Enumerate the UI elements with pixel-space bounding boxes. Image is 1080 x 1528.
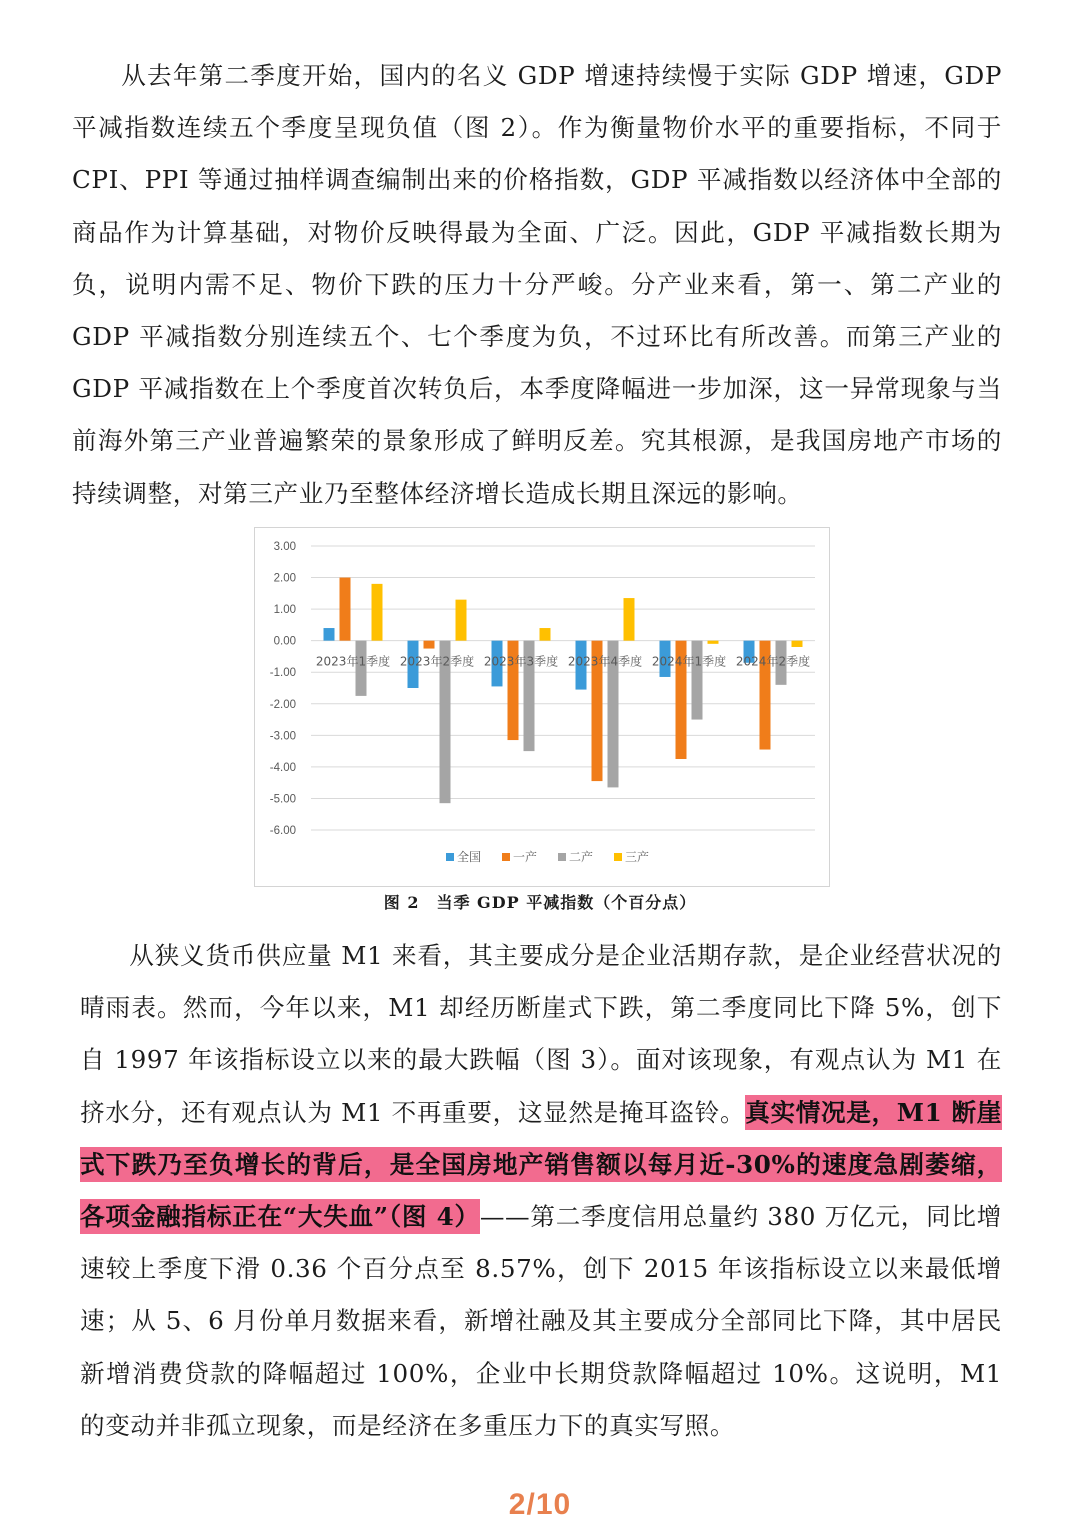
y-tick-label: -6.00 xyxy=(269,825,296,837)
bar-三产-4 xyxy=(708,641,719,644)
x-category-label: 2024年2季度 xyxy=(735,654,811,669)
chart-container xyxy=(254,527,830,887)
bar-一产-0 xyxy=(340,578,351,641)
legend-swatch xyxy=(558,853,566,861)
y-tick-label: 1.00 xyxy=(273,604,296,617)
bar-三产-5 xyxy=(792,641,803,647)
legend-swatch xyxy=(446,853,454,861)
bar-二产-4 xyxy=(692,641,703,720)
x-category-label: 2023年1季度 xyxy=(315,654,391,669)
legend-swatch xyxy=(614,853,622,861)
x-category-label: 2023年2季度 xyxy=(399,654,475,669)
legend-label: 二产 xyxy=(569,850,594,864)
bar-三产-3 xyxy=(624,598,635,641)
x-category-label: 2024年1季度 xyxy=(651,654,727,669)
paragraph-2-continuation: ——第二季度信用总量约 380 万亿元，同比增速较上季度下滑 0.36 个百分点至 8.57%，创下 2015 年该指标设立以来最低增速；从 5、6 月份单月数据来看，新增社融及其主要成分全部同比下降，其中居民新增消费贷款的降幅超过 100%，企业中长期贷款降幅超过 10%。这说明，M1 的变动并非孤立现象，而是经济在多重压力下的真实写照。 xyxy=(80,1202,1002,1440)
legend-label: 全国 xyxy=(457,850,482,864)
y-tick-label: -4.00 xyxy=(269,761,296,774)
page-number: 2/10 xyxy=(508,1488,572,1521)
y-tick-label: -2.00 xyxy=(269,698,296,711)
gdp-deflator-chart xyxy=(255,528,829,886)
y-tick-label: -3.00 xyxy=(269,730,296,743)
paragraph-2-text: 从狭义货币供应量 M1 来看，其主要成分是企业活期存款，是企业经营状况的晴雨表。然而，今年以来，M1 却经历断崖式下跌，第二季度同比下降 5%，创下自 1997 年该指标设立以来的最大跌幅（图 3）。面对该现象，有观点认为 M1 在挤水分，还有观点认为 M1 不再重要，这显然是掩耳盗铃。 xyxy=(80,941,1002,1127)
x-category-label: 2023年3季度 xyxy=(483,654,559,669)
paragraph-2 xyxy=(80,930,1002,1452)
legend-label: 一产 xyxy=(513,850,538,864)
y-tick-label: 3.00 xyxy=(273,541,296,553)
paragraph-1: 从去年第二季度开始，国内的名义 GDP 增速持续慢于实际 GDP 增速，GDP 平减指数连续五个季度呈现负值（图 2）。作为衡量物价水平的重要指标，不同于 CPI、PPI 等通过抽样调查编制出来的价格指数，GDP 平减指数以经济体中全部的商品作为计算基础，对物价反映得最为全面、广泛。因此，GDP 平减指数长期为负，说明内需不足、物价下跌的压力十分严峻。分产业来看，第一、第二产业的 GDP 平减指数分别连续五个、七个季度为负，不过环比有所改善。而第三产业的 GDP 平减指数在上个季度首次转负后，本季度降幅进一步加深，这一异常现象与当前海外第三产业普遍繁荣的景象形成了鲜明反差。究其根源，是我国房地产市场的持续调整，对第三产业乃至整体经济增长造成长期且深远的影响。 xyxy=(72,61,1002,508)
highlighted-text: 真实情况是，M1 断崖式下跌乃至负增长的背后，是全国房地产销售额以每月近-30%的速度急剧萎缩，各项金融指标正在“大失血”（图 4） xyxy=(80,1095,1002,1234)
bar-一产-1 xyxy=(424,641,435,649)
bar-三产-2 xyxy=(540,628,551,641)
y-tick-label: 0.00 xyxy=(273,635,296,648)
legend-label: 三产 xyxy=(625,850,650,864)
legend-swatch xyxy=(502,853,510,861)
y-tick-label: -5.00 xyxy=(269,793,296,806)
y-tick-label: 2.00 xyxy=(273,572,296,585)
x-category-label: 2023年4季度 xyxy=(567,654,643,669)
bar-全国-0 xyxy=(324,628,335,641)
y-tick-label: -1.00 xyxy=(269,667,296,680)
figure-caption: 图 2 当季 GDP 平减指数（个百分点） xyxy=(383,893,697,912)
bar-三产-1 xyxy=(456,600,467,641)
bar-三产-0 xyxy=(372,584,383,641)
